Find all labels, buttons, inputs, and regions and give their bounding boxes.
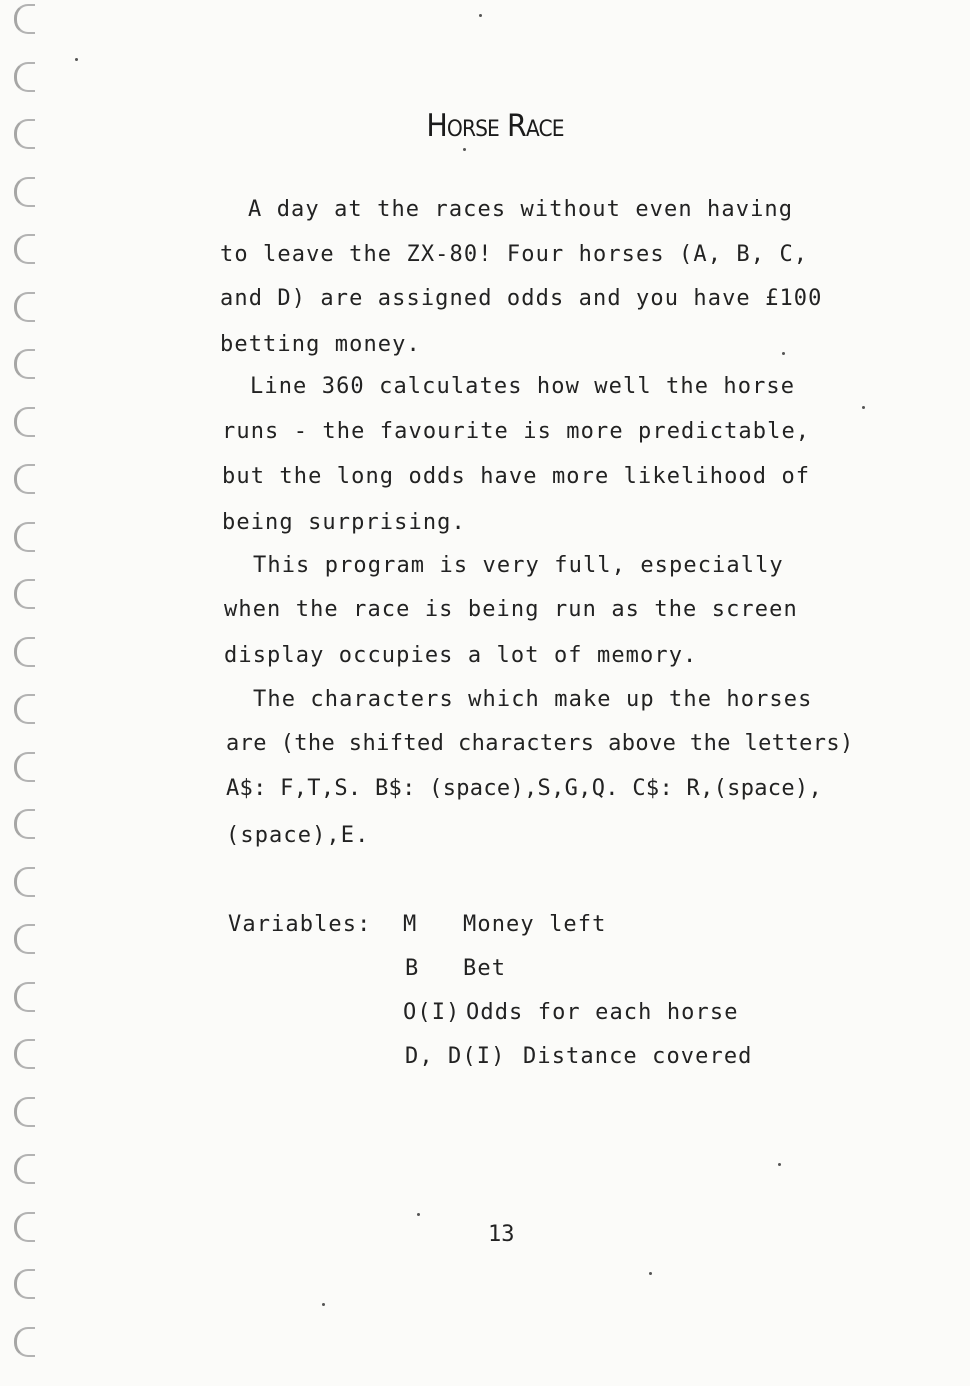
speck	[778, 1163, 781, 1166]
speck	[862, 406, 865, 409]
binding-ring	[14, 177, 35, 207]
binding-ring	[14, 867, 35, 897]
binding-ring	[14, 292, 35, 322]
variable-desc-d: Distance covered	[523, 1044, 753, 1069]
binding-ring	[14, 924, 35, 954]
binding-ring	[14, 752, 35, 782]
binding-ring	[14, 349, 35, 379]
binding-ring	[14, 1039, 35, 1069]
binding-ring	[14, 4, 35, 34]
binding-ring	[14, 579, 35, 609]
page-number: 13	[488, 1222, 515, 1247]
binding-ring	[14, 1097, 35, 1127]
speck	[75, 58, 78, 61]
variable-desc-o: Odds for each horse	[466, 1000, 739, 1025]
speck	[479, 14, 482, 17]
variable-name-b: B	[405, 956, 420, 981]
paragraph-2-line-4: being surprising.	[222, 510, 466, 535]
binding-ring	[14, 637, 35, 667]
variable-name-m: M	[403, 912, 418, 937]
binding-ring	[14, 119, 35, 149]
variable-desc-m: Money left	[463, 912, 607, 937]
paragraph-1-line-2: to leave the ZX-80! Four horses (A, B, C,	[220, 242, 809, 267]
paragraph-4-line-4: (space),E.	[226, 823, 370, 848]
binding-ring	[14, 1212, 35, 1242]
variables-heading: Variables:	[228, 912, 372, 937]
paragraph-4-line-3: A$: F,T,S. B$: (space),S,G,Q. C$: R,(space),	[226, 776, 822, 801]
paragraph-1-line-4: betting money.	[220, 332, 421, 357]
speck	[782, 352, 785, 355]
variable-desc-b: Bet	[463, 956, 507, 981]
paragraph-2-line-3: but the long odds have more likelihood of	[222, 464, 811, 489]
paragraph-4-line-2: are (the shifted characters above the letters)	[226, 731, 854, 756]
binding-ring	[14, 1154, 35, 1184]
spiral-binding	[0, 0, 50, 1386]
paragraph-3-line-3: display occupies a lot of memory.	[224, 643, 698, 668]
variable-name-o: O(I)	[403, 1000, 461, 1025]
binding-ring	[14, 694, 35, 724]
binding-ring	[14, 1269, 35, 1299]
paragraph-4-line-1: The characters which make up the horses	[253, 687, 813, 712]
binding-ring	[14, 464, 35, 494]
paragraph-3-line-2: when the race is being run as the screen	[224, 597, 798, 622]
binding-ring	[14, 809, 35, 839]
binding-ring	[14, 407, 35, 437]
binding-ring	[14, 522, 35, 552]
speck	[417, 1213, 420, 1216]
paragraph-2-line-2: runs - the favourite is more predictable,	[222, 419, 811, 444]
paragraph-3-line-1: This program is very full, especially	[253, 553, 784, 578]
binding-ring	[14, 62, 35, 92]
paragraph-1-line-3: and D) are assigned odds and you have £100	[220, 286, 823, 311]
speck	[463, 148, 466, 151]
paragraph-1-line-1: A day at the races without even having	[248, 197, 794, 222]
binding-ring	[14, 1327, 35, 1357]
binding-ring	[14, 234, 35, 264]
speck	[322, 1303, 325, 1306]
page-title: Horse Race	[426, 108, 564, 144]
binding-ring	[14, 982, 35, 1012]
paragraph-2-line-1: Line 360 calculates how well the horse	[250, 374, 796, 399]
variable-name-d: D, D(I)	[405, 1044, 506, 1069]
speck	[649, 1272, 652, 1275]
